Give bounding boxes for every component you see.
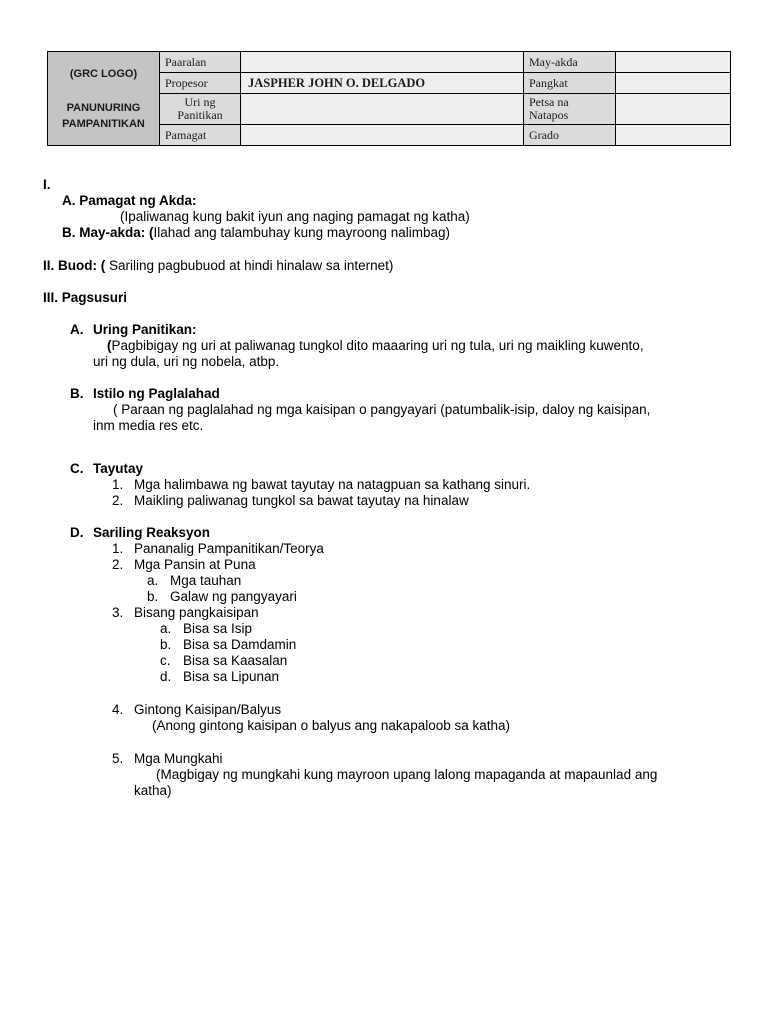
logo-cell xyxy=(48,52,160,146)
sub-item: Mga tauhan xyxy=(170,573,242,588)
istilo-desc-2: inm media res etc. xyxy=(93,418,204,433)
pangkat-field[interactable] xyxy=(616,73,731,94)
pamagat-field[interactable] xyxy=(241,125,524,146)
sub-item-letter: b. xyxy=(147,589,159,604)
list-item: Bisang pangkaisipan xyxy=(134,605,259,620)
list-item: Gintong Kaisipan/Balyus xyxy=(134,702,282,717)
list-item-number: 2. xyxy=(112,557,124,572)
sub-item: Bisa sa Kaasalan xyxy=(183,653,288,668)
may-akda-desc: Ilahad ang talambuhay kung mayroong nalimbag) xyxy=(153,225,450,240)
list-item: Mga Pansin at Puna xyxy=(134,557,256,572)
may-akda-field[interactable] xyxy=(616,52,731,73)
uring-panitikan-label: A. xyxy=(70,322,84,337)
pamagat-ng-akda-heading: A. Pamagat ng Akda: xyxy=(62,193,197,208)
list-item-number: 5. xyxy=(112,751,124,766)
list-item: Mga halimbawa ng bawat tayutay na natagpuan sa kathang sinuri. xyxy=(134,477,531,492)
list-item: Mga Mungkahi xyxy=(134,751,223,766)
sub-item-letter: d. xyxy=(160,669,172,684)
mga-mungkahi-desc: (Magbigay ng mungkahi kung mayroon upang lalong mapaganda at mapaunlad ang xyxy=(156,767,658,782)
sariling-reaksyon-label: D. xyxy=(70,525,84,540)
mga-mungkahi-desc-2: katha) xyxy=(134,783,172,798)
gintong-kaisipan-desc: (Anong gintong kaisipan o balyus ang nakapaloob sa katha) xyxy=(152,718,511,733)
grado-label: Grado xyxy=(524,125,616,146)
list-item-number: 1. xyxy=(112,477,124,492)
sub-item-letter: a. xyxy=(160,621,172,636)
buod-desc: Sariling pagbubuod at hindi hinalaw sa internet) xyxy=(105,258,394,273)
buod-heading: II. Buod: ( xyxy=(43,258,106,273)
propesor-label: Propesor xyxy=(160,73,241,94)
sub-item: Bisa sa Damdamin xyxy=(183,637,297,652)
sub-item: Bisa sa Lipunan xyxy=(183,669,280,684)
sariling-reaksyon-heading: Sariling Reaksyon xyxy=(93,525,211,540)
paaralan-field[interactable] xyxy=(241,52,524,73)
petsa-natapos-field[interactable] xyxy=(616,94,731,125)
pangkat-label: Pangkat xyxy=(524,73,616,94)
list-item-number: 3. xyxy=(112,605,124,620)
sub-item: Bisa sa Isip xyxy=(183,621,253,636)
section-1-numeral: I. xyxy=(43,177,51,192)
list-item-number: 1. xyxy=(112,541,124,556)
form-title-line2: PAMPANITIKAN xyxy=(62,117,145,130)
uri-ng-panitikan-field[interactable] xyxy=(241,94,524,125)
pagsusuri-heading: III. Pagsusuri xyxy=(43,290,128,305)
list-item: Maikling paliwanag tungkol sa bawat tayutay na hinalaw xyxy=(134,493,469,508)
sub-item-letter: b. xyxy=(160,637,172,652)
tayutay-label: C. xyxy=(70,461,84,476)
list-item-number: 2. xyxy=(112,493,124,508)
sub-item-letter: a. xyxy=(147,573,159,588)
istilo-label: B. xyxy=(70,386,84,401)
form-title-line1: PANUNURING xyxy=(66,101,141,114)
pamagat-label: Pamagat xyxy=(160,125,241,146)
may-akda-heading: B. May-akda: ( xyxy=(62,225,154,240)
propesor-field[interactable]: JASPHER JOHN O. DELGADO xyxy=(241,73,524,94)
buod-line xyxy=(43,258,393,274)
uring-panitikan-heading: Uring Panitikan: xyxy=(93,322,197,337)
may-akda-line xyxy=(62,225,450,241)
list-item: Pananalig Pampanitikan/Teorya xyxy=(134,541,324,556)
uring-panitikan-desc-2: uri ng dula, uri ng nobela, atbp. xyxy=(93,354,280,369)
sub-item: Galaw ng pangyayari xyxy=(170,589,297,604)
istilo-heading: Istilo ng Paglalahad xyxy=(93,386,220,401)
paaralan-label: Paaralan xyxy=(160,52,241,73)
uri-ng-panitikan-label: Uri ng Panitikan xyxy=(160,94,241,125)
uring-panitikan-desc: (Pagbibigay ng uri at paliwanag tungkol dito maaaring uri ng tula, uri ng maikling kuwento, xyxy=(107,338,644,353)
grado-field[interactable] xyxy=(616,125,731,146)
header-table xyxy=(47,51,731,146)
petsa-natapos-label: Petsa na Natapos xyxy=(524,94,616,125)
pamagat-ng-akda-desc: (Ipaliwanag kung bakit iyun ang naging pamagat ng katha) xyxy=(120,209,470,224)
istilo-desc: ( Paraan ng paglalahad ng mga kaisipan o pangyayari (patumbalik-isip, daloy ng kaisipan, xyxy=(113,402,651,417)
logo-placeholder: (GRC LOGO) xyxy=(69,67,138,80)
tayutay-heading: Tayutay xyxy=(93,461,144,476)
sub-item-letter: c. xyxy=(160,653,171,668)
may-akda-label: May-akda xyxy=(524,52,616,73)
list-item-number: 4. xyxy=(112,702,124,717)
